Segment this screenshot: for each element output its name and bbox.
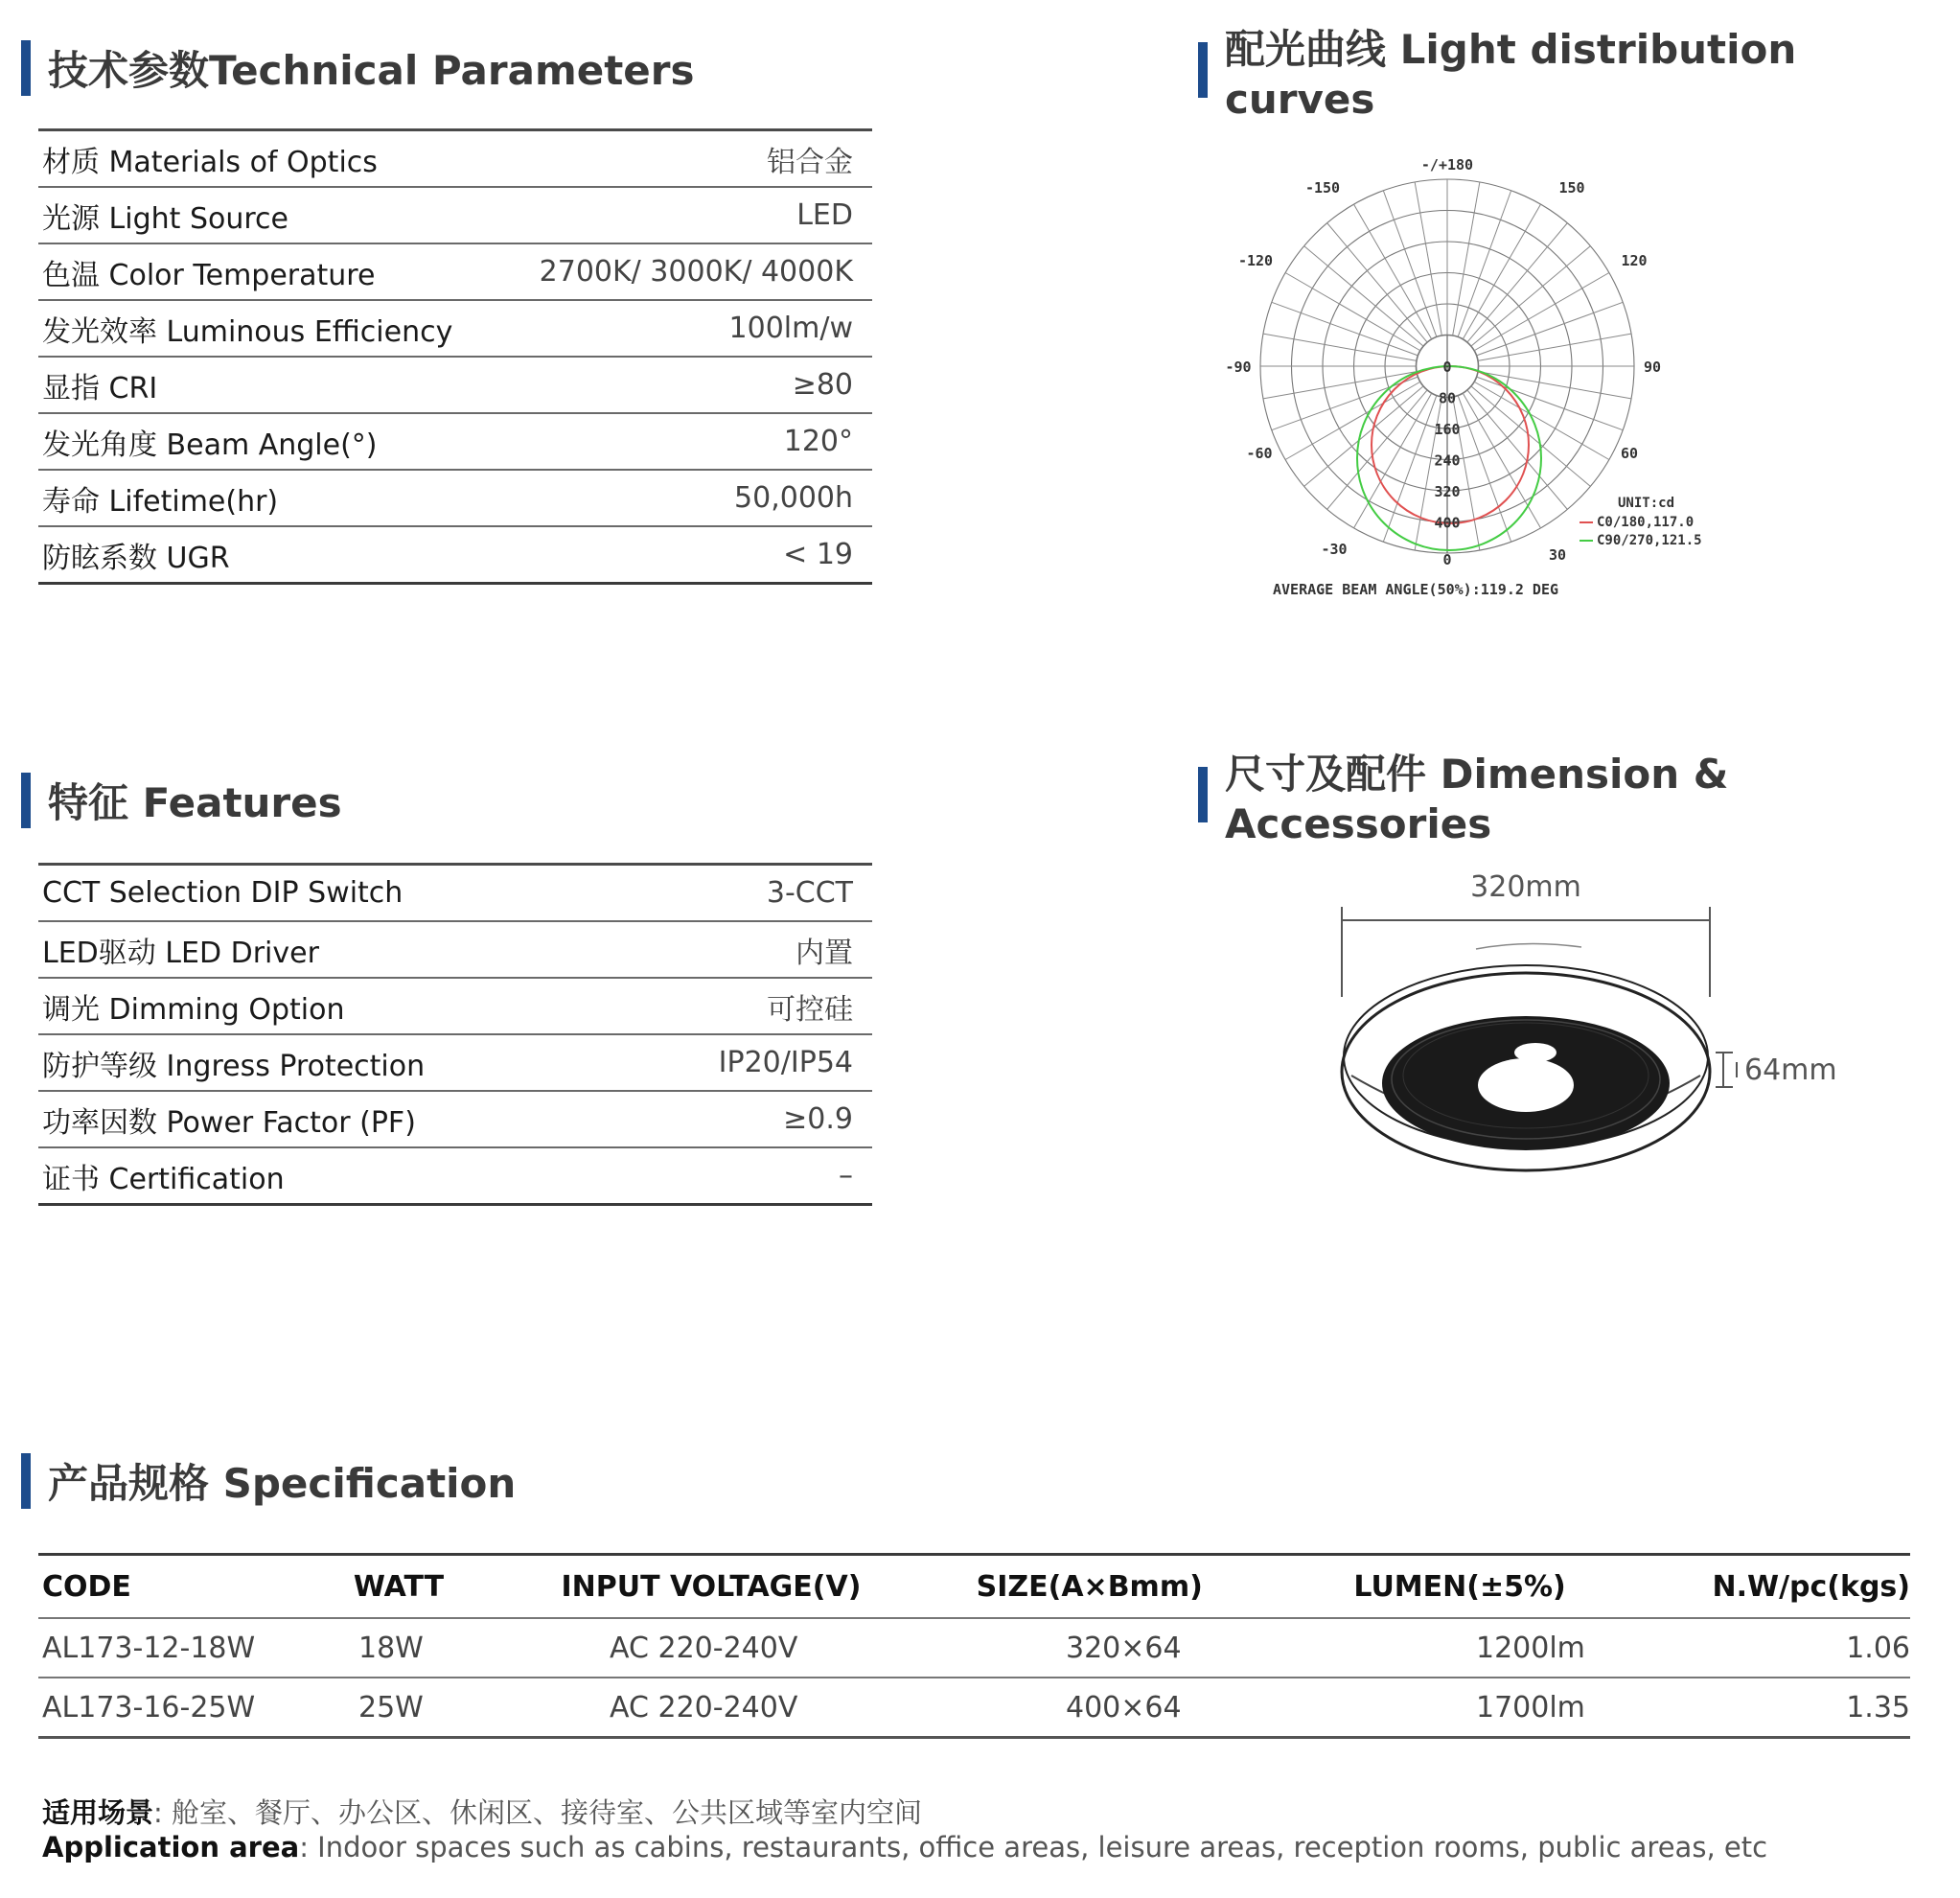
parameter-label: 防眩系数 UGR: [42, 541, 230, 575]
parameter-label: 寿命 Lifetime(hr): [42, 484, 279, 519]
polar-unit-label: UNIT:cd: [1618, 496, 1675, 511]
cell-code: AL173-12-18W: [42, 1631, 256, 1665]
parameter-value: IP20/IP54: [718, 1046, 853, 1079]
application-area: [42, 1795, 1767, 1864]
title-accent-bar: [21, 40, 31, 96]
feature-row: [38, 1148, 872, 1206]
polar-radial-label: 0: [1442, 359, 1452, 376]
technical-title-text: 技术参数Technical Parameters: [48, 47, 695, 94]
polar-spoke: [1467, 390, 1567, 509]
polar-angle-label: 120: [1621, 252, 1648, 269]
polar-spoke: [1478, 334, 1631, 360]
cell-input-voltage: AC 220-240V: [610, 1690, 798, 1724]
parameter-value: 100lm/w: [728, 312, 853, 345]
polar-angle-label: -150: [1304, 179, 1341, 197]
header-lumen: LUMEN(±5%): [1353, 1569, 1566, 1604]
polar-spoke: [1477, 377, 1624, 430]
cell-lumen: 1700lm: [1476, 1690, 1585, 1724]
polar-spoke: [1272, 377, 1418, 430]
feature-row: [38, 866, 872, 922]
polar-radial-label: 400: [1434, 514, 1461, 532]
specification-table: [38, 1553, 1910, 1739]
parameter-label: 调光 Dimming Option: [42, 992, 345, 1027]
polar-angle-label: 30: [1548, 546, 1567, 564]
polar-angle-label: 60: [1620, 445, 1639, 462]
application-cn-text: : 舱室、餐厅、办公区、休闲区、接待室、公共区域等室内空间: [153, 1796, 923, 1829]
header-size: SIZE(A×Bmm): [976, 1569, 1203, 1604]
feature-row: [38, 979, 872, 1035]
polar-angle-label: -120: [1237, 252, 1274, 269]
polar-spoke: [1263, 334, 1417, 360]
cell-input-voltage: AC 220-240V: [610, 1631, 798, 1665]
polar-spoke: [1471, 246, 1590, 346]
cell-watt: 18W: [358, 1631, 424, 1665]
features-list: [38, 863, 872, 1206]
table-header-row: [38, 1556, 1910, 1619]
technical-parameter-row: [38, 358, 872, 414]
parameter-label: 材质 Materials of Optics: [42, 145, 378, 179]
parameter-value: 3-CCT: [766, 876, 853, 910]
header-code: CODE: [42, 1569, 131, 1604]
cell-code: AL173-16-25W: [42, 1690, 256, 1724]
height-dimension-label: 64mm: [1744, 1053, 1837, 1087]
polar-angle-label: -30: [1321, 541, 1348, 558]
technical-parameter-row: [38, 131, 872, 188]
luminaire-body: [1342, 943, 1710, 1170]
application-en-label: Application area: [42, 1831, 300, 1863]
table-row: [38, 1619, 1910, 1678]
polar-labels: [1225, 156, 1661, 568]
polar-angle-label: 150: [1558, 179, 1585, 197]
polar-radial-label: 240: [1434, 451, 1461, 470]
features-section-title: [21, 773, 342, 828]
table-row: [38, 1678, 1910, 1739]
polar-spoke: [1304, 246, 1423, 346]
curves-section-title: [1198, 25, 1960, 123]
parameter-label: 光源 Light Source: [42, 201, 288, 236]
parameter-value: LED: [796, 198, 853, 232]
polar-spoke: [1327, 223, 1427, 342]
header-weight: N.W/pc(kgs): [1712, 1569, 1910, 1604]
polar-spoke: [1458, 396, 1511, 543]
feature-row: [38, 1035, 872, 1092]
cell-weight: 1.35: [1846, 1690, 1910, 1724]
parameter-value: –: [839, 1159, 853, 1192]
parameter-label: 防护等级 Ingress Protection: [42, 1049, 426, 1083]
polar-angle-label: 0: [1442, 551, 1452, 568]
polar-angle-label: -/+180: [1420, 156, 1474, 174]
luminaire-dimension-drawing: [1323, 853, 1859, 1198]
header-watt: WATT: [353, 1569, 445, 1604]
parameter-value: 50,000h: [734, 481, 853, 515]
specification-section-title: [21, 1453, 516, 1509]
technical-section-title: [21, 40, 694, 96]
technical-parameter-row: [38, 414, 872, 471]
specification-title-text: 产品规格 Specification: [48, 1460, 517, 1507]
parameter-value: < 19: [783, 538, 853, 571]
parameter-value: 120°: [783, 425, 853, 458]
parameter-label: 色温 Color Temperature: [42, 258, 376, 292]
polar-radial-label: 160: [1434, 421, 1461, 438]
polar-radial-label: 320: [1434, 483, 1461, 500]
polar-spoke: [1477, 302, 1624, 356]
polar-spoke: [1304, 386, 1423, 486]
technical-parameter-row: [38, 188, 872, 244]
polar-spoke: [1467, 223, 1567, 342]
legend-c90-label: C90/270,121.5: [1597, 533, 1702, 548]
parameter-value: 可控硅: [767, 992, 853, 1027]
parameter-value: ≥0.9: [783, 1102, 853, 1136]
application-en-line: [42, 1830, 1767, 1864]
technical-parameter-row: [38, 301, 872, 358]
polar-spoke: [1458, 191, 1511, 337]
polar-spoke: [1471, 386, 1590, 486]
curves-title-text: 配光曲线 Light distribution curves: [1225, 25, 1797, 123]
polar-spoke: [1453, 182, 1480, 336]
application-en-text: : Indoor spaces such as cabins, restaurants, office areas, leisure areas, reception rooms, public areas, etc: [299, 1831, 1768, 1863]
cell-watt: 25W: [358, 1690, 424, 1724]
title-accent-bar: [1198, 42, 1208, 98]
polar-angle-label: -90: [1225, 359, 1252, 376]
technical-parameter-row: [38, 471, 872, 527]
technical-parameter-row: [38, 527, 872, 585]
title-accent-bar: [21, 773, 31, 828]
polar-spoke: [1383, 191, 1437, 337]
polar-spoke: [1327, 390, 1427, 509]
polar-angle-label: 90: [1643, 359, 1662, 376]
parameter-label: LED驱动 LED Driver: [42, 936, 319, 970]
polar-radial-label: 80: [1438, 389, 1457, 407]
dimension-title-text: 尺寸及配件 Dimension & Accessories: [1225, 750, 1729, 847]
parameter-label: 发光效率 Luminous Efficiency: [42, 314, 453, 349]
title-accent-bar: [1198, 767, 1208, 822]
polar-spoke: [1415, 182, 1441, 336]
polar-angle-label: -60: [1246, 445, 1273, 462]
dimension-section-title: [1198, 750, 1960, 847]
average-beam-angle-label: AVERAGE BEAM ANGLE(50%):119.2 DEG: [1273, 581, 1559, 598]
cell-size: 320×64: [1066, 1631, 1182, 1665]
legend-c0-label: C0/180,117.0: [1597, 515, 1695, 530]
parameter-value: 内置: [796, 936, 853, 970]
technical-parameter-row: [38, 244, 872, 301]
parameter-value: 铝合金: [767, 145, 853, 179]
parameter-label: 发光角度 Beam Angle(°): [42, 428, 378, 462]
features-title-text: 特征 Features: [48, 779, 342, 826]
technical-parameter-list: [38, 128, 872, 585]
title-accent-bar: [21, 1453, 31, 1509]
cell-lumen: 1200lm: [1476, 1631, 1585, 1665]
cell-size: 400×64: [1066, 1690, 1182, 1724]
polar-spoke: [1272, 302, 1418, 356]
width-dimension-label: 320mm: [1470, 870, 1581, 904]
parameter-value: ≥80: [792, 368, 853, 402]
parameter-label: CCT Selection DIP Switch: [42, 876, 404, 910]
feature-row: [38, 1092, 872, 1148]
cell-weight: 1.06: [1846, 1631, 1910, 1665]
parameter-value: 2700K/ 3000K/ 4000K: [539, 255, 853, 289]
parameter-label: 证书 Certification: [42, 1162, 285, 1196]
application-cn-label: 适用场景: [42, 1796, 154, 1829]
polar-light-distribution-chart: [1217, 144, 1754, 604]
feature-row: [38, 922, 872, 979]
application-cn-line: [42, 1795, 1767, 1830]
header-input-voltage: INPUT VOLTAGE(V): [561, 1569, 862, 1604]
parameter-label: 显指 CRI: [42, 371, 158, 405]
parameter-label: 功率因数 Power Factor (PF): [42, 1105, 416, 1140]
